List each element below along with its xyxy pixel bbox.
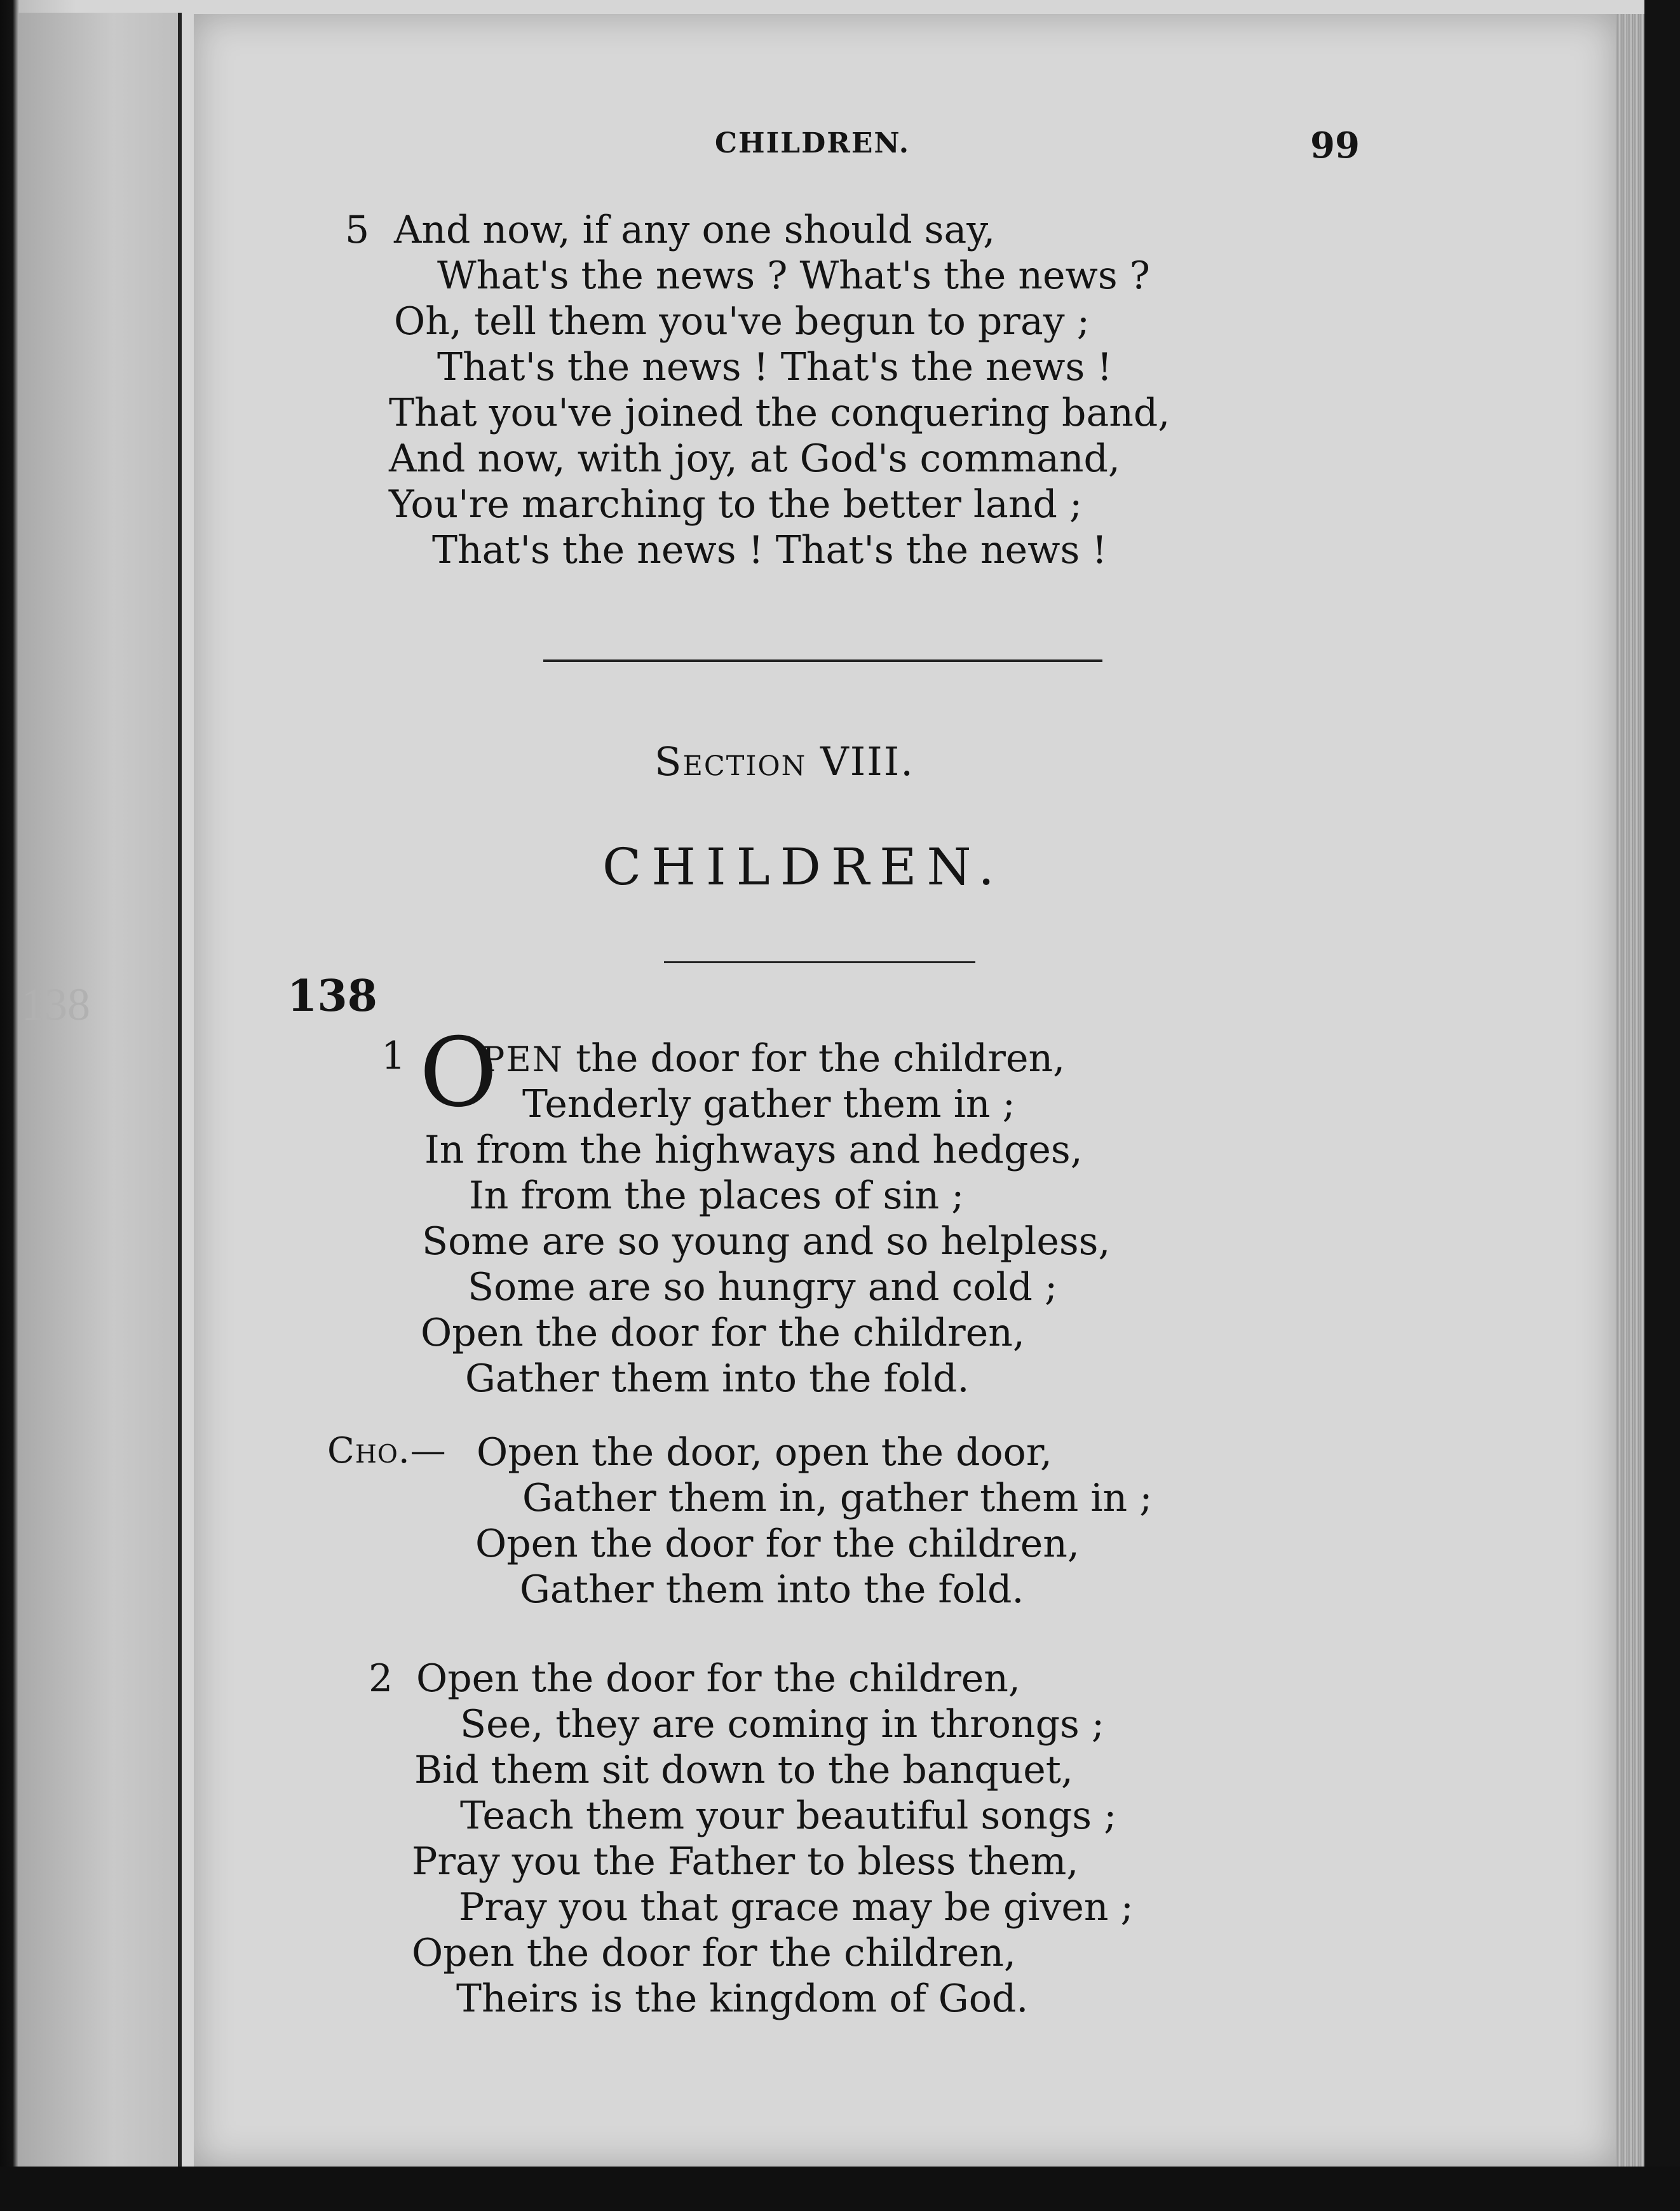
scan-border-right: [1644, 0, 1680, 2211]
section-label: Section VIII.: [654, 738, 914, 785]
chorus-label: Cho.—: [327, 1430, 447, 1471]
verse-line: Theirs is the kingdom of God.: [456, 1977, 1029, 2021]
opening-rest: the door for the children,: [564, 1036, 1066, 1081]
verse-line: Some are so young and so helpless,: [422, 1219, 1111, 1264]
verse-line: What's the news ? What's the news ?: [437, 254, 1150, 298]
verse-line: Bid them sit down to the banquet,: [414, 1748, 1073, 1792]
verse-line: That you've joined the conquering band,: [389, 391, 1170, 435]
section-rule: [543, 659, 1102, 662]
page-stack-edge: [1616, 14, 1644, 2167]
drop-capital: O: [419, 1018, 498, 1128]
verse-line: See, they are coming in throngs ;: [460, 1702, 1105, 1747]
verse-line: You're marching to the better land ;: [389, 482, 1083, 527]
page-number: 99: [1310, 125, 1360, 166]
verse-line: And now, if any one should say,: [394, 208, 996, 252]
verse-line: In from the highways and hedges,: [424, 1128, 1083, 1172]
verse-line: That's the news ! That's the news !: [437, 345, 1113, 389]
chorus-line: Gather them into the fold.: [520, 1567, 1024, 1612]
verse-line: Pray you the Father to bless them,: [412, 1839, 1079, 1884]
verse-line: Oh, tell them you've begun to pray ;: [394, 299, 1090, 344]
verse-line: [482, 1036, 1066, 1081]
chorus-line: Gather them in, gather them in ;: [522, 1476, 1153, 1520]
verse-line: Pray you that grace may be given ;: [459, 1885, 1134, 1930]
running-head: CHILDREN.: [715, 127, 911, 159]
opening-word: PEN: [482, 1039, 564, 1079]
verse-line: Some are so hungry and cold ;: [468, 1265, 1058, 1309]
chorus-line: Open the door, open the door,: [477, 1430, 1052, 1475]
scan-border-bottom: [0, 2167, 1680, 2211]
show-through: [1245, 210, 1360, 248]
section-title: CHILDREN.: [602, 837, 1005, 896]
verse-line: Teach them your beautiful songs ;: [460, 1794, 1117, 1838]
chorus-line: Open the door for the children,: [475, 1522, 1080, 1566]
facing-page-edge: [18, 13, 182, 2173]
verse-line: Open the door for the children,: [412, 1931, 1016, 1975]
verse-number: 2: [369, 1656, 393, 1701]
hymn-number: 138: [287, 971, 377, 1022]
verse-line: Open the door for the children,: [421, 1311, 1025, 1355]
verse-number: 5: [345, 208, 370, 252]
title-rule: [664, 961, 975, 963]
verse-line: Gather them into the fold.: [465, 1356, 970, 1401]
verse-line: In from the places of sin ;: [469, 1173, 965, 1218]
verse-number: 1: [381, 1034, 406, 1078]
verse-line: That's the news ! That's the news !: [432, 528, 1108, 572]
verse-line: Open the door for the children,: [416, 1656, 1020, 1701]
verse-line: Tenderly gather them in ;: [522, 1082, 1015, 1126]
facing-page-ghost-number: 138: [22, 979, 90, 1030]
verse-line: And now, with joy, at God's command,: [389, 436, 1120, 481]
